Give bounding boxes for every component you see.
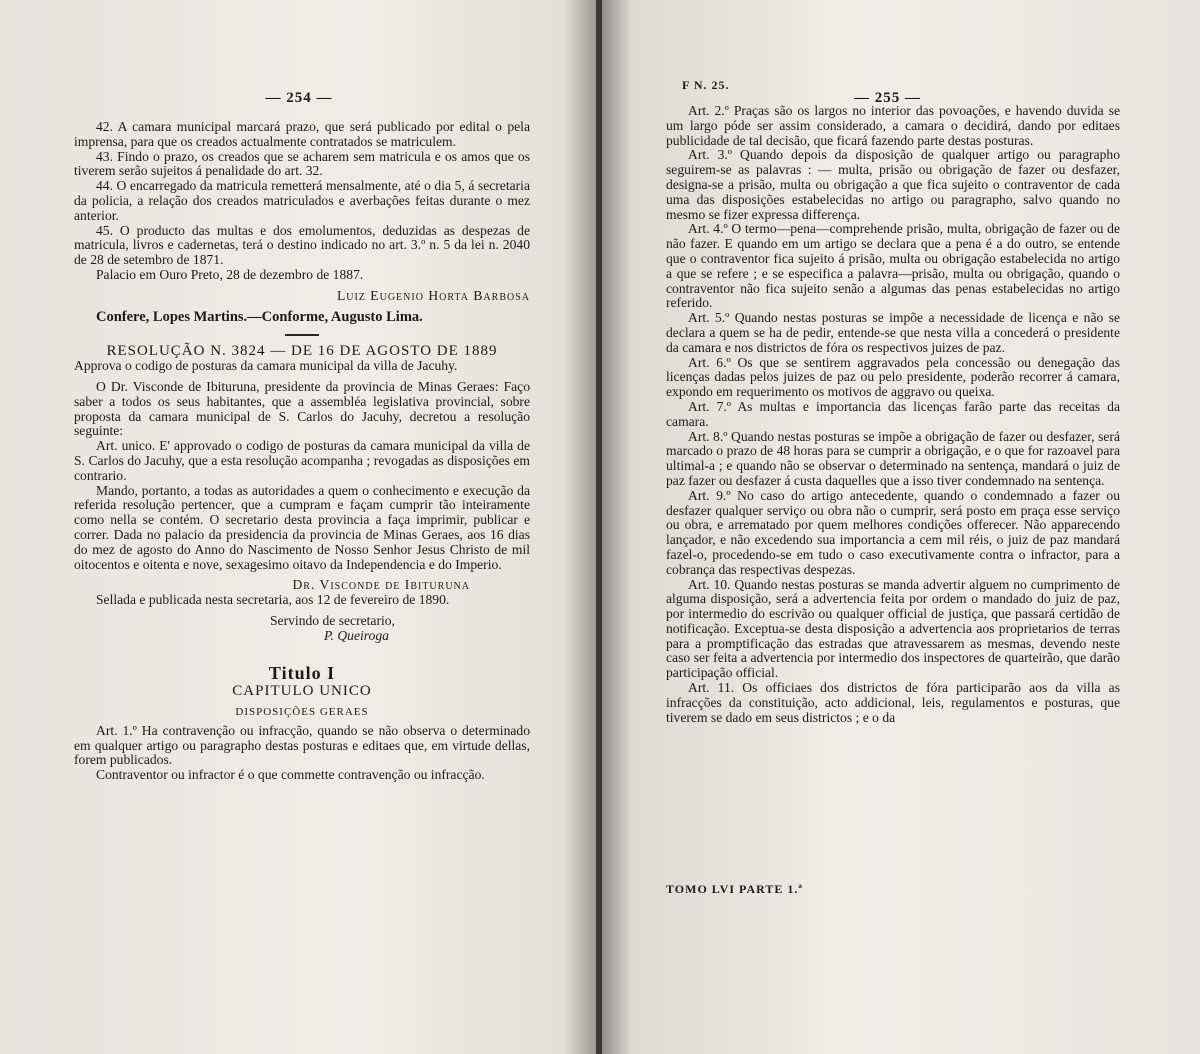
palacio-date: Palacio em Ouro Preto, 28 de dezembro de 1887.	[96, 266, 364, 282]
signature-mark: F N. 25.	[682, 78, 730, 92]
article-11: Art. 11. Os officiaes dos districtos de fóra participarão aos da villa as infracções da constituição, acto addicional, leis, regulamentos e posturas, que tiverem se dado em seus districtos ; e o da	[666, 680, 1120, 725]
signer-horta-barbosa: Luiz Eugenio Horta Barbosa	[336, 287, 530, 303]
signer-queiroga: P. Queiroga	[324, 627, 389, 643]
article-6: Art. 6.º Os que se sentirem aggravados pela concessão ou denegação das licenças dadas pelos juizes de paz ou pelo presidente, poderão recorrer á camara, expondo em requerimento os motivos de aggravo ou queixa.	[666, 354, 1120, 400]
paragraph-44: 44. O encarregado da matricula remetterá mensalmente, até o dia 5, á secretaria da policia, a relação dos creados matriculados e averbações feitas durante o mez anterior.	[74, 178, 530, 223]
sellada-paragraph: Sellada e publicada nesta secretaria, aos 12 de fevereiro de 1890.	[96, 592, 450, 608]
resolucao-summary: Approva o codigo de posturas da camara municipal da villa de Jacuhy.	[74, 358, 458, 374]
right-page-text	[666, 104, 1120, 725]
article-1: Art. 1.º Ha contravenção ou infracção, quando se não observa o determinado em qualquer artigo ou paragrapho destas posturas e editaes que, em virtude dellas, forem publicados.	[74, 722, 530, 768]
paragraph-45: 45. O producto das multas e dos emolumentos, deduzidas as despezas de matricula, livros e cadernetas, terá o destino indicado no art. 3.º n. 5 da lei n. 2040 de 28 de setembro de 1871.	[74, 222, 530, 268]
volume-footer: TOMO LVI PARTE 1.ª	[666, 882, 803, 896]
paragraph-42: 42. A camara municipal marcará prazo, que será publicado por edital o pela imprensa, para que os creados actualmente contratados se matriculem.	[74, 119, 530, 149]
page-number-left: — 254 —	[265, 90, 333, 106]
art-unico: Art. unico. E' approvado o codigo de posturas da camara municipal da villa de S. Carlos do Jacuhy, que a esta resolução acompanha ; revogadas as disposições em contrario.	[74, 438, 530, 483]
disposicoes-heading: DISPOSIÇÕES GERAES	[235, 706, 369, 719]
article-4: Art. 4.º O termo—pena—comprehende prisão, multa, obrigação de fazer ou de não fazer. E quando em um artigo se declara que a pena é a do outro, se entende que o contraventor fica sujeito á prisão, multa ou obrigação estabelecida no artigo a que se refere ; e se especifica a palavra—prisão, multa ou obrigação, quando o contraventor não fica sujeito senão a algumas das penas estabelecidas no artigo referido.	[666, 221, 1120, 311]
left-page	[0, 0, 598, 1054]
capitulo-heading: CAPITULO UNICO	[232, 683, 372, 700]
right-page	[602, 0, 1200, 1054]
preamble: O Dr. Visconde de Ibituruna, presidente da provincia de Minas Geraes: Faço saber a todos os seus habitantes, que a assembléa legislativa provincial, sobre proposta da camara municipal de S. Carlos do Jacuhy, decretou a resolução seguinte:	[74, 378, 530, 439]
mando-paragraph: Mando, portanto, a todas as autoridades a quem o conhecimento e execução da referida resolução pertencer, que a cumpram e façam cumprir tão inteiramente como nella se contém. O secretario desta provincia a faça imprimir, publicar e correr. Dada no palacio da presidencia da provincia de Minas Geraes, aos 16 dias do mez de agosto do Anno do Nascimento de Nosso Senhor Jesus Christo de mil oitocentos e oitenta e nove, sexagesimo oitavo da Independencia e do Imperio.	[74, 482, 530, 572]
left-page-text	[74, 120, 530, 783]
resolucao-heading: RESOLUÇÃO N. 3824 — DE 16 DE AGOSTO DE 1889	[106, 343, 498, 360]
servindo-line: Servindo de secretario,	[270, 612, 395, 628]
signer-visconde: Dr. Visconde de Ibituruna	[292, 577, 470, 593]
article-2: Art. 2.º Praças são os largos no interior das povoações, e havendo duvida se um largo póde ser assim considerado, a camara o decidirá, dando por editaes publicidade de tal decisão, que ficará fazendo parte destas posturas.	[666, 103, 1120, 148]
titulo-heading: Titulo I	[268, 662, 336, 683]
article-7: Art. 7.º As multas e importancia das licenças farão parte das receitas da camara.	[666, 398, 1120, 429]
contraventor-paragraph: Contraventor ou infractor é o que commette contravenção ou infracção.	[96, 767, 485, 783]
article-5: Art. 5.º Quando nestas posturas se impõe a necessidade de licença e não se declara a quem se ha de pedir, entende-se que nesta villa a concederá o presidente da camara e nos districtos de fóra os respectivos juizes de paz.	[666, 310, 1120, 355]
conforme-line: Confere, Lopes Martins.—Conforme, Augusto Lima.	[96, 308, 423, 325]
paragraph-43: 43. Findo o prazo, os creados que se acharem sem matricula e os amos que os tiverem serão sujeitos á penalidade do art. 32.	[74, 148, 530, 179]
article-3: Art. 3.º Quando depois da disposição de qualquer artigo ou paragrapho seguirem-se as palavras : — multa, prisão ou obrigação de fazer ou desfazer, designa-se a prisão, multa ou obrigação a que fica sujeito o contraventor de cada uma das disposições estabelecidas no artigo ou paragrapho, salvo quando no mesmo se fizer expressa differença.	[666, 147, 1120, 222]
divider	[285, 334, 319, 336]
page-number-right: — 255 —	[854, 90, 921, 106]
article-8: Art. 8.º Quando nestas posturas se impõe a obrigação de fazer ou desfazer, será marcado o prazo de 48 horas para se cumprir a obrigação, e o que for razoavel para ultimal-a ; e quando não se observar o determinado na sentença, mandará o juiz de paz fazer ou desfazer á custa daquelles que a isso tiver condemnado na sentença.	[666, 428, 1120, 488]
article-10: Art. 10. Quando nestas posturas se manda advertir alguem no cumprimento de alguma disposição, será a advertencia feita por ordem o mandado do juiz de paz, por intermedio do escrivão ou qualquer official de justiça, que passará certidão de notificação. Exceptua-se desta disposição a advertencia aos proprietarios de terras para a promptificação das estradas que atravessarem as mesmas, devendo neste caso ser feita a advertencia por intermedio dos inspectores de quarteirão, que darão participação official.	[666, 576, 1120, 681]
article-9: Art. 9.º No caso do artigo antecedente, quando o condemnado a fazer ou desfazer qualquer serviço ou obra não o cumprir, será posto em praça esse serviço ou obra, e arrematado por quem melhores condições offerecer. Não apparecendo lançador, e não excedendo sua importancia a cem mil réis, o juiz de paz mandará fazel-o, procedendo-se em tudo o caso executivamente contra o infractor, para a cobrança das respectivas despezas.	[666, 487, 1120, 577]
